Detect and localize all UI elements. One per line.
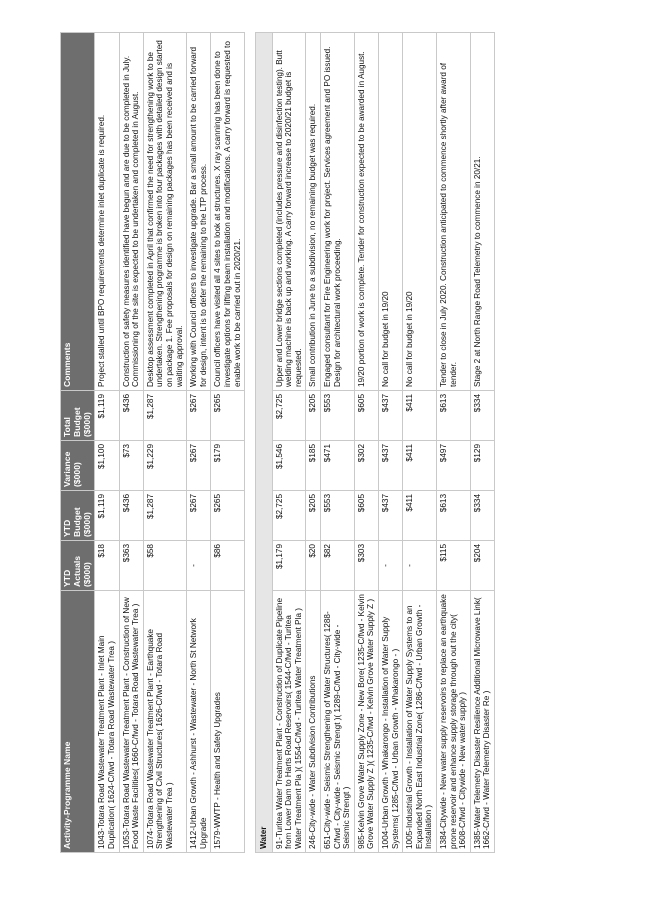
cell-total-budget: $1,287 [143,391,186,441]
cell-ytd-budget: $1,287 [143,491,186,541]
section-spacer [245,33,273,853]
cell-ytd-budget: $411 [403,491,437,541]
water-rows [272,33,494,853]
cell-ytd-actuals: - [187,541,211,591]
cell-activity: 91-Turitea Water Treatment Plant - Construction of Duplicate Pipeline from Lower Dam to Harts Road Reservoirs( 1544-C/fwd - Turitea Water Treatment Pla )( 1554-C/fwd - Turitea Water Treatment Pla ) [272,591,306,853]
cell-ytd-actuals: $1,179 [272,541,306,591]
header-ytd-budget: YTD Budget ($000) [61,491,95,541]
cell-ytd-budget: $436 [119,491,143,541]
cell-variance: $179 [211,441,245,491]
header-comments: Comments [61,33,95,391]
cell-comments: 19/20 portion of work is complete. Tender for construction expected to be awarded in August. [354,33,378,391]
table-row [470,33,494,853]
cell-total-budget: $1,119 [95,391,119,441]
section-title: Water [256,33,273,853]
cell-variance: $471 [321,441,355,491]
table-row [211,33,245,853]
cell-total-budget: $267 [187,391,211,441]
header-row [61,33,95,853]
capital-programme-table [60,32,495,853]
cell-ytd-actuals: $18 [95,541,119,591]
cell-ytd-budget: $437 [379,491,403,541]
header-total-budget: Total Budget ($000) [61,391,95,441]
cell-total-budget: $265 [211,391,245,441]
table-row [272,33,306,853]
cell-ytd-actuals: - [379,541,403,591]
cell-activity: 1005-Industrial Growth - Installation of Water Supply Systems to an Expanded North East Industrial Zone( 1286-C/fwd - Urban Growth - Installation ) [403,591,437,853]
cell-ytd-budget: $265 [211,491,245,541]
cell-comments: Tender to close in July 2020. Construction anticipated to commence shortly after award of tender. [437,33,471,391]
cell-comments: Working with Council officers to investigate upgrade. Bar a small amount to be carried forward for design, intent is to defer the remaining to the LTP process. [187,33,211,391]
cell-ytd-budget: $613 [437,491,471,541]
cell-total-budget: $605 [354,391,378,441]
cell-activity: 1384-Citywide - New water supply reservoirs to replace an earthquake prone reservoir and enhance supply storage through out the city( 1608-C/fwd - Citywide - New water supply ) [437,591,471,853]
cell-comments: Stage 2 at North Range Road Telemetry to commence in 20/21. [470,33,494,391]
header-activity: Activity-Programme Name [61,591,95,853]
cell-activity: 1385-Water Telemetry Disaster Resilience Additional Microwave Link( 1662-C/fwd - Water Telemetry Disaster Re ) [470,591,494,853]
cell-activity: 1043-Totara Road Wastewater Treatment Plant - Inlet Main Duplication( 1624-C/fwd - Totara Road Wastewater Trea ) [95,591,119,853]
cell-comments: No call for budget in 19/20 [379,33,403,391]
cell-variance: $129 [470,441,494,491]
cell-variance: $437 [379,441,403,491]
cell-ytd-actuals: $115 [437,541,471,591]
cell-ytd-budget: $1,119 [95,491,119,541]
table-row [354,33,378,853]
cell-variance: $497 [437,441,471,491]
cell-variance: $302 [354,441,378,491]
table-row [95,33,119,853]
cell-total-budget: $334 [470,391,494,441]
cell-ytd-budget: $334 [470,491,494,541]
cell-ytd-budget: $553 [321,491,355,541]
table-row [379,33,403,853]
cell-ytd-budget: $205 [306,491,321,541]
cell-activity: 1053-Totara Road Wastewater Treatment Plant - Construction of New Food Waste Facilities( 1660-C/fwd - Totara Road Wastewater Trea ) [119,591,143,853]
wastewater-rows [95,33,245,853]
cell-total-budget: $437 [379,391,403,441]
cell-ytd-budget: $267 [187,491,211,541]
cell-comments: Project stalled until BPO requirements determine inlet duplicate is required. [95,33,119,391]
cell-comments: Desktop assessment completed in April that confirmed the need for strengthening work to be undertaken. Strengthening programme is broken into four packages with detailed design started on package 1. Fee proposals for design on remaining packages has been received and is waiting approval. [143,33,186,391]
cell-activity: 1579-WWTP - Health and Safety Upgrades [211,591,245,853]
header-variance: Variance ($000) [61,441,95,491]
cell-total-budget: $411 [403,391,437,441]
cell-ytd-actuals: $204 [470,541,494,591]
cell-ytd-actuals: - [403,541,437,591]
cell-ytd-actuals: $58 [143,541,186,591]
table-row [187,33,211,853]
cell-activity: 246-City-wide - Water Subdivision Contributions [306,591,321,853]
table-row [437,33,471,853]
cell-ytd-actuals: $363 [119,541,143,591]
cell-ytd-actuals: $303 [354,541,378,591]
cell-activity: 651-City-wide - Seismic Strengthening of Water Structures( 1288-C/fwd - City-wide - Seismic Strengt )( 1289-C/fwd - City-wide - Seismic Strengt ) [321,591,355,853]
cell-activity: 985-Kelvin Grove Water Supply Zone - New Bore( 1235-C/fwd - Kelvin Grove Water Supply Z )( 1235-C/fwd - Kelvin Grove Water Supply Z ) [354,591,378,853]
cell-comments: Small contribution in June to a subdivision, no remaining budget was required. [306,33,321,391]
table-row [403,33,437,853]
cell-variance: $411 [403,441,437,491]
cell-comments: Engaged consultant for Fire Engineering work for project. Services agreement and PO issued. Design for architectural work proceeding. [321,33,355,391]
header-ytd-actuals: YTD Actuals ($000) [61,541,95,591]
cell-variance: $1,229 [143,441,186,491]
table-row [119,33,143,853]
cell-comments: Construction of safety measures identified have begun and are due to be completed in July. Commissioning of the site is expected to be undertaken and completed in August. [119,33,143,391]
cell-variance: $1,100 [95,441,119,491]
cell-ytd-budget: $605 [354,491,378,541]
cell-total-budget: $2,725 [272,391,306,441]
table-row [321,33,355,853]
cell-total-budget: $613 [437,391,471,441]
cell-ytd-actuals: $20 [306,541,321,591]
cell-total-budget: $553 [321,391,355,441]
cell-variance: $73 [119,441,143,491]
cell-comments: Upper and Lower bridge sections completed (includes pressure and disinfection testing). Butt welding machine is back up and working. A carry forward increase to 2020/21 budget is requested. [272,33,306,391]
cell-activity: 1412-Urban Growth - Ashhurst - Wastewater - North St Network Upgrade [187,591,211,853]
cell-variance: $1,546 [272,441,306,491]
cell-ytd-actuals: $86 [211,541,245,591]
table-row [306,33,321,853]
cell-total-budget: $436 [119,391,143,441]
cell-activity: 1004-Urban Growth - Whakarongo - Installation of Water Supply Systems( 1285-C/fwd - Urban Growth - Whakarongo - ) [379,591,403,853]
cell-ytd-actuals: $82 [321,541,355,591]
cell-variance: $185 [306,441,321,491]
cell-variance: $267 [187,441,211,491]
cell-ytd-budget: $2,725 [272,491,306,541]
section-row-water [256,33,273,853]
cell-comments: No call for budget in 19/20 [403,33,437,391]
cell-comments: Council officers have visited all 4 sites to look at structures. X ray scanning has been done to investigate options for lifting beam installation and modifications. A carry forward is requested to enable work to be carried out in 2020/21. [211,33,245,391]
table-row [143,33,186,853]
cell-total-budget: $205 [306,391,321,441]
cell-activity: 1074-Totara Road Wastewater Treatment Plant - Earthquake Strengthening of Civil Structures( 1626-C/fwd - Totara Road Wastewater Trea ) [143,591,186,853]
